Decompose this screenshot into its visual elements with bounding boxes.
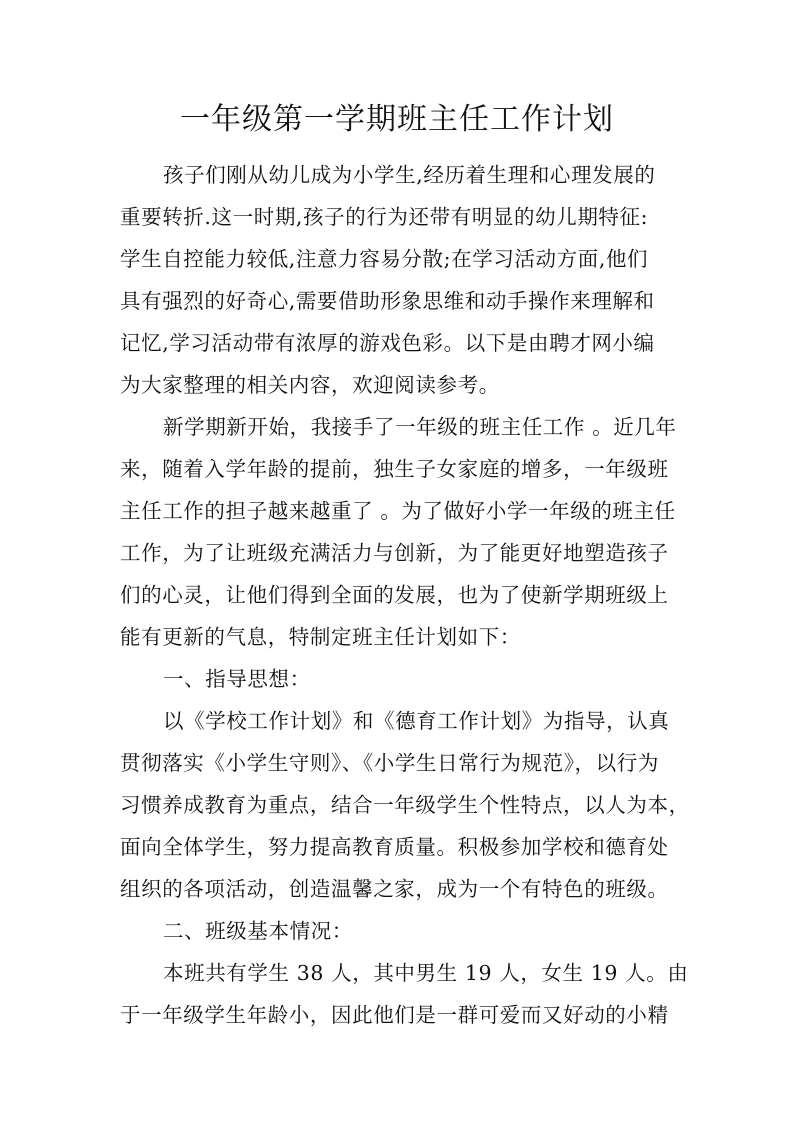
text-line: 面向全体学生，努力提高教育质量。积极参加学校和德育处 bbox=[120, 835, 669, 859]
text-line: 于一年级学生年龄小，因此他们是一群可爱而又好动的小精 bbox=[120, 1003, 669, 1027]
text-line: 主任工作的担子越来越重了 。为了做好小学一年级的班主任 bbox=[120, 499, 676, 523]
text-line: 新学期新开始，我接手了一年级的班主任工作 。近几年 bbox=[163, 415, 677, 439]
text-line: 一、指导思想： bbox=[163, 667, 311, 691]
text-line: 孩子们刚从幼儿成为小学生,经历着生理和心理发展的 bbox=[163, 163, 656, 187]
text-line: 贯彻落实《小学生守则》、《小学生日常行为规范》，以行为 bbox=[120, 751, 659, 775]
text-line: 以《学校工作计划》和《德育工作计划》为指导，认真 bbox=[163, 709, 670, 733]
text-line: 具有强烈的好奇心,需要借助形象思维和动手操作来理解和 bbox=[120, 289, 655, 313]
text-line: 们的心灵，让他们得到全面的发展，也为了使新学期班级上 bbox=[120, 583, 669, 607]
text-line: 二、班级基本情况： bbox=[163, 919, 353, 943]
text-line: 来，随着入学年龄的提前，独生子女家庭的增多，一年级班 bbox=[120, 457, 669, 481]
text-line: 重要转折.这一时期,孩子的行为还带有明显的幼儿期特征: bbox=[120, 205, 649, 229]
document-title: 一年级第一学期班主任工作计划 bbox=[180, 102, 614, 137]
document-body bbox=[120, 154, 690, 1036]
text-line: 为大家整理的相关内容，欢迎阅读参考。 bbox=[120, 373, 500, 397]
text-line: 本班共有学生 38 人，其中男生 19 人，女生 19 人。由 bbox=[163, 961, 689, 985]
text-line: 能有更新的气息，特制定班主任计划如下： bbox=[120, 625, 521, 649]
text-line: 习惯养成教育为重点，结合一年级学生个性特点，以人为本， bbox=[120, 793, 690, 817]
text-line: 学生自控能力较低,注意力容易分散;在学习活动方面,他们 bbox=[120, 247, 649, 271]
text-line: 记忆,学习活动带有浓厚的游戏色彩。以下是由聘才网小编 bbox=[120, 331, 655, 355]
text-line: 工作，为了让班级充满活力与创新，为了能更好地塑造孩子 bbox=[120, 541, 669, 565]
text-line: 组织的各项活动，创造温馨之家，成为一个有特色的班级。 bbox=[120, 877, 669, 901]
